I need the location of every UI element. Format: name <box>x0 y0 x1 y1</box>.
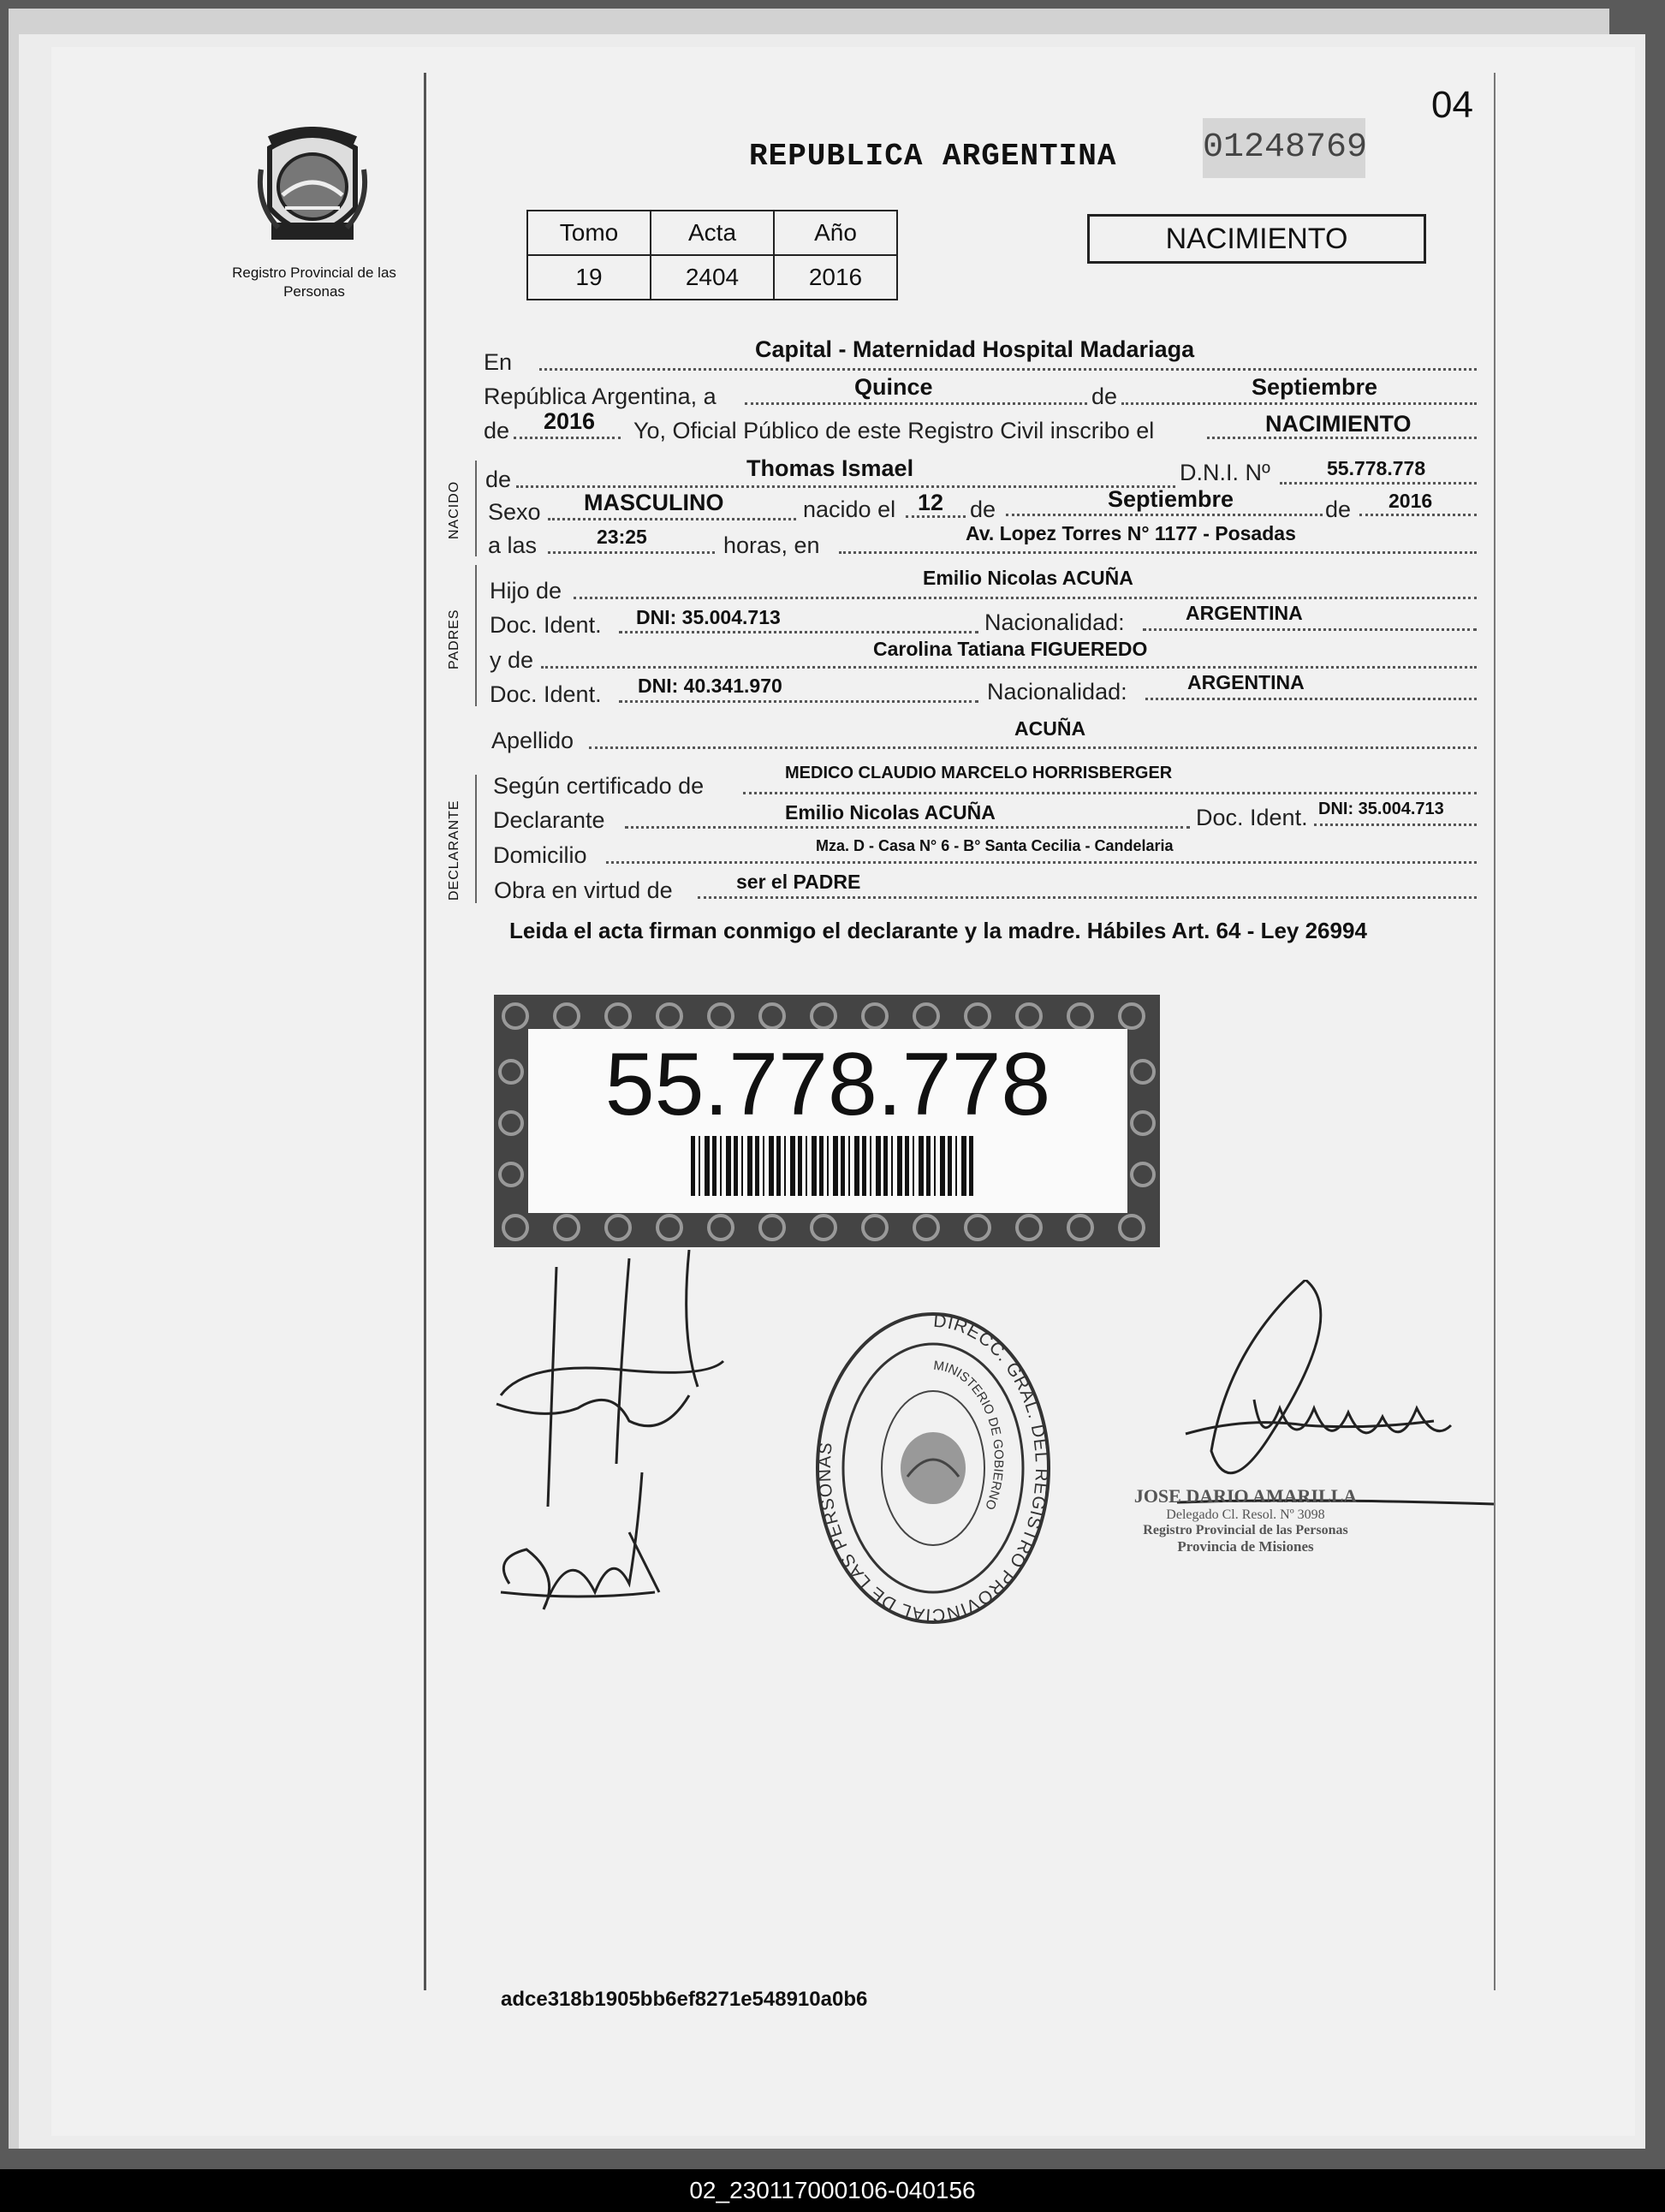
record-type: NACIMIENTO <box>1087 214 1426 264</box>
label-en: En <box>484 349 513 375</box>
name-value: Thomas Ismael <box>746 455 914 481</box>
dotted-line <box>548 518 796 520</box>
dotted-line <box>625 826 1190 829</box>
document-title: REPUBLICA ARGENTINA <box>749 139 1117 174</box>
dotted-line <box>1006 514 1323 516</box>
label-de: de <box>970 497 996 522</box>
declarant-doc-value: DNI: 35.004.713 <box>1318 800 1444 818</box>
value-acta: 2404 <box>651 255 774 300</box>
id-number-stamp <box>494 995 1160 1247</box>
dotted-line <box>514 437 621 439</box>
birth-place-value: Av. Lopez Torres N° 1177 - Posadas <box>966 522 1296 544</box>
section-line <box>475 565 477 706</box>
certificate-value: MEDICO CLAUDIO MARCELO HORRISBERGER <box>785 764 1173 782</box>
side-label-nacido: NACIDO <box>447 480 461 539</box>
dni-value: 55.778.778 <box>1327 457 1426 479</box>
seal-inner-text: MINISTERIO DE GOBIERNO <box>932 1358 1007 1512</box>
dotted-line <box>619 631 978 633</box>
dotted-line <box>1280 482 1477 485</box>
section-line <box>475 461 477 556</box>
page-number: 04 <box>1431 84 1473 126</box>
label-dni: D.N.I. Nº <box>1180 460 1270 485</box>
declarant-value: Emilio Nicolas ACUÑA <box>785 801 996 824</box>
label-de: de <box>1091 384 1118 409</box>
label-apellido: Apellido <box>491 728 574 753</box>
dotted-line <box>606 861 1477 864</box>
birth-day-value: 12 <box>918 490 944 515</box>
dotted-line <box>574 597 1477 599</box>
label-horas-en: horas, en <box>723 532 820 558</box>
dotted-line <box>541 666 1477 669</box>
serial-number: 01248769 <box>1203 118 1365 178</box>
birth-year-value: 2016 <box>1388 490 1433 512</box>
label-de: de <box>484 418 510 443</box>
dotted-line <box>839 551 1477 554</box>
official-name: JOSE DARIO AMARILLA <box>1133 1485 1358 1507</box>
barcode <box>691 1136 973 1196</box>
dotted-line <box>698 896 1477 899</box>
seal-ring-text: DIRECC. GRAL. DEL REGISTRO PROVINCIAL DE LAS PERSONAS <box>814 1311 1052 1626</box>
stamp-label <box>528 1029 1127 1213</box>
file-name-footer: 02_230117000106-040156 <box>0 2169 1665 2212</box>
dotted-line <box>619 700 978 703</box>
label-doc-ident: Doc. Ident. <box>490 681 602 707</box>
label-nacionalidad: Nacionalidad: <box>984 609 1125 635</box>
value-tomo: 19 <box>527 255 651 300</box>
value-ano: 2016 <box>774 255 897 300</box>
birth-month-value: Septiembre <box>1108 486 1234 512</box>
address-value: Mza. D - Casa N° 6 - B° Santa Cecilia - Candelaria <box>816 837 1174 854</box>
stamp-number: 55.778.778 <box>604 1035 1051 1134</box>
label-y-de: y de <box>490 647 534 673</box>
official-role: Delegado Cl. Resol. Nº 3098 <box>1166 1507 1325 1522</box>
side-label-declarante: DECLARANTE <box>447 800 461 901</box>
dotted-line <box>745 402 1087 405</box>
surname-value: ACUÑA <box>1014 717 1086 740</box>
mother-doc-value: DNI: 40.341.970 <box>638 675 782 697</box>
dotted-line <box>1143 628 1477 631</box>
sex-value: MASCULINO <box>584 490 724 515</box>
label-domicilio: Domicilio <box>493 842 587 868</box>
official-stamp <box>1083 1485 1408 1555</box>
dotted-line <box>1314 824 1477 826</box>
label-declarante: Declarante <box>493 807 605 833</box>
dotted-line <box>516 485 1175 488</box>
label-nacido-el: nacido el <box>803 497 896 522</box>
birth-time-value: 23:25 <box>597 526 647 548</box>
father-nationality-value: ARGENTINA <box>1186 602 1303 624</box>
dotted-line <box>589 746 1477 749</box>
label-republica: República Argentina, a <box>484 384 717 409</box>
document-hash: adce318b1905bb6ef8271e548910a0b6 <box>501 1988 868 2011</box>
label-doc-ident: Doc. Ident. <box>490 612 602 638</box>
label-de: de <box>1325 497 1352 522</box>
dotted-line <box>548 551 715 554</box>
registry-table <box>526 210 898 300</box>
registry-name: Registro Provincial de las Personas <box>232 265 396 300</box>
father-name-value: Emilio Nicolas ACUÑA <box>923 567 1133 589</box>
place-value: Capital - Maternidad Hospital Madariaga <box>755 336 1195 362</box>
official-province: Provincia de Misiones <box>1177 1538 1314 1555</box>
label-a-las: a las <box>488 532 538 558</box>
dotted-line <box>743 792 1477 794</box>
capacity-value: ser el PADRE <box>736 871 861 893</box>
label-nacionalidad: Nacionalidad: <box>987 679 1127 705</box>
label-obra: Obra en virtud de <box>494 877 673 903</box>
father-doc-value: DNI: 35.004.713 <box>636 606 781 628</box>
registered-value: NACIMIENTO <box>1265 411 1412 437</box>
label-segun: Según certificado de <box>493 773 705 799</box>
mother-nationality-value: ARGENTINA <box>1187 671 1305 693</box>
label-doc-ident: Doc. Ident. <box>1196 805 1308 830</box>
header-ano: Año <box>774 211 897 255</box>
official-office: Registro Provincial de las Personas <box>1143 1523 1348 1537</box>
mother-name-value: Carolina Tatiana FIGUEREDO <box>873 638 1148 660</box>
closing-statement: Leida el acta firman conmigo el declarante y la madre. Hábiles Art. 64 - Ley 26994 <box>509 918 1367 943</box>
margin-line <box>424 73 426 1990</box>
label-sexo: Sexo <box>488 499 541 525</box>
right-margin-line <box>1494 73 1496 1990</box>
section-line <box>475 775 477 903</box>
label-yo: Yo, Oficial Público de este Registro Civil inscribo el <box>633 418 1155 443</box>
dotted-line <box>1359 514 1477 516</box>
dotted-line <box>1145 698 1477 700</box>
dotted-line <box>1121 402 1477 405</box>
header-tomo: Tomo <box>527 211 651 255</box>
declarant-signature <box>492 1250 749 1652</box>
day-value: Quince <box>854 374 933 400</box>
province-crest-icon <box>253 127 372 255</box>
official-seal-icon <box>805 1305 1061 1639</box>
label-de: de <box>485 467 512 492</box>
dotted-line <box>539 368 1477 371</box>
year-value: 2016 <box>544 408 596 434</box>
label-hijo-de: Hijo de <box>490 578 562 604</box>
side-label-padres: PADRES <box>447 609 461 669</box>
header-acta: Acta <box>651 211 774 255</box>
month-value: Septiembre <box>1252 374 1378 400</box>
